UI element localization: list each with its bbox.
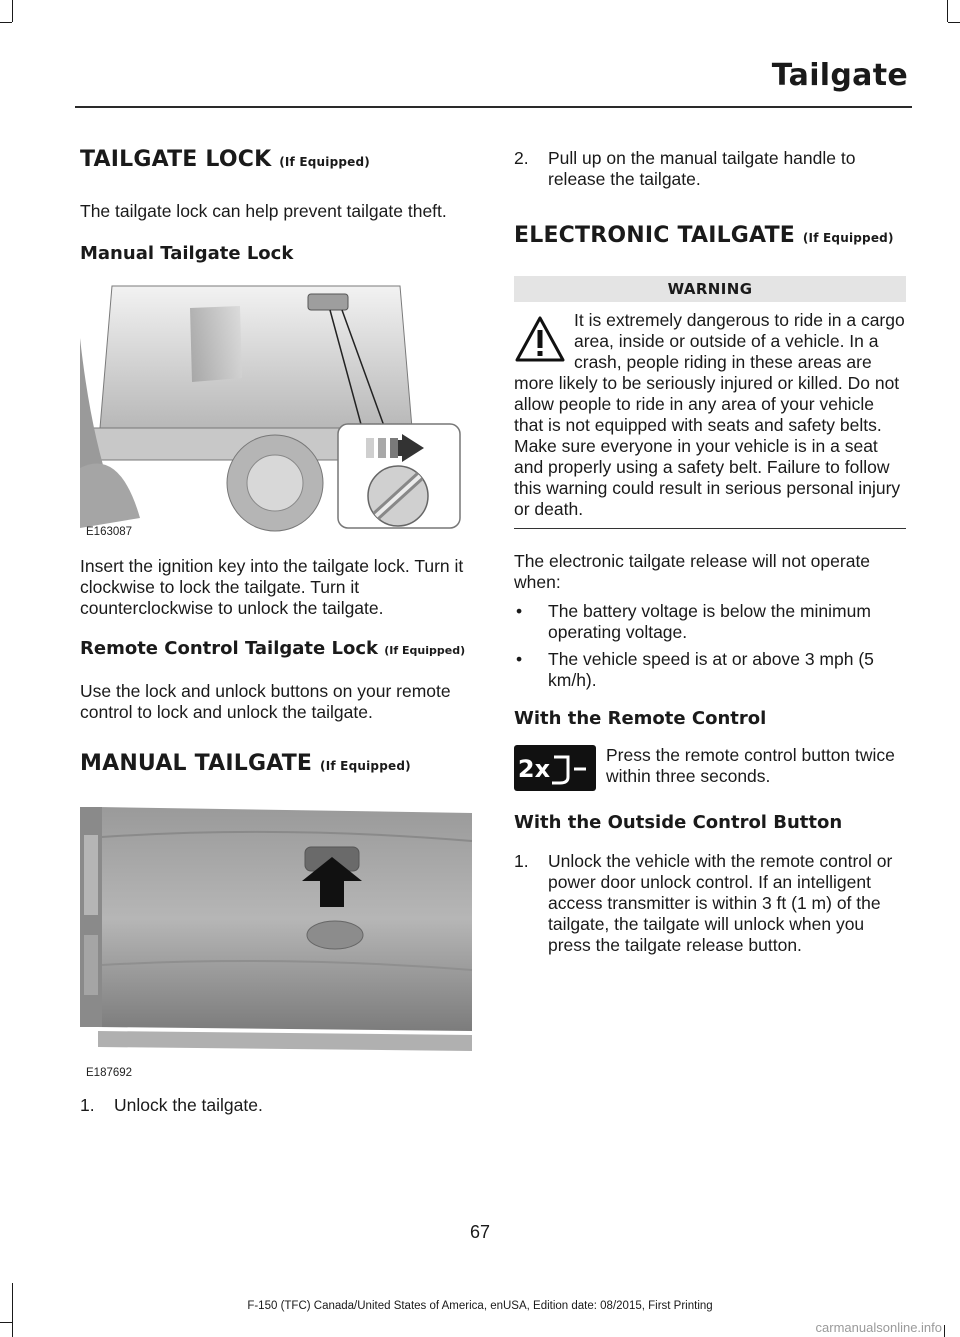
remote-control-heading: With the Remote Control [514, 708, 767, 729]
remote-control-block [514, 745, 906, 795]
crop-mark [947, 0, 948, 22]
manual-tailgate-heading [80, 749, 472, 781]
tailgate-lock-qualifier: (If Equipped) [279, 155, 370, 169]
bullet-glyph: • [516, 601, 523, 621]
tailgate-handle-illustration [80, 795, 472, 1081]
list-item [514, 649, 906, 691]
warning-body [514, 310, 906, 520]
remote-lock-title: Remote Control Tailgate Lock [80, 638, 378, 659]
remote-tailgate-button-icon [514, 745, 596, 791]
page-title: Tailgate [771, 58, 908, 93]
manual-tailgate-figure [80, 795, 472, 1081]
warning-text: It is extremely dangerous to ride in a cargo area, inside or outside of a vehicle. In a crash, people riding in these areas are more likely to be seriously injured or killed. Do not allow people to ride in any area of your vehicle that is not equipped with seats and safety belts. Make sure everyone in your vehicle is in a seat and properly using a safety belt. Failure to follow this warning could result in serious personal injury or death. [514, 310, 905, 519]
crop-mark [944, 1325, 945, 1337]
right-column [514, 145, 906, 956]
left-column [80, 145, 472, 1116]
remote-control-text: Press the remote control button twice within three seconds. [606, 745, 895, 786]
page-number: 67 [469, 1222, 491, 1242]
warning-label: WARNING [514, 276, 906, 302]
warning-box [514, 276, 906, 529]
step-text: Unlock the tailgate. [114, 1095, 263, 1115]
electronic-tailgate-title: ELECTRONIC TAILGATE [514, 223, 796, 248]
bullet-glyph: • [516, 649, 523, 669]
release-intro: The electronic tailgate release will not operate when: [514, 551, 871, 592]
edition-line: F-150 (TFC) Canada/United States of America, enUSA, Edition date: 08/2015, First Printing [247, 1300, 713, 1312]
step-number: 1. [80, 1095, 95, 1115]
crop-mark [948, 22, 960, 23]
list-item [514, 601, 906, 643]
warning-triangle-icon [514, 314, 566, 366]
outside-button-step-1 [514, 851, 906, 956]
manual-tailgate-step-2 [514, 148, 906, 190]
tailgate-lock-illustration [80, 278, 472, 540]
remote-button-text: 2x [517, 755, 551, 783]
manual-tailgate-qualifier: (If Equipped) [320, 759, 411, 773]
step-number: 2. [514, 148, 529, 168]
warning-rule [514, 528, 906, 529]
manual-lock-heading: Manual Tailgate Lock [80, 243, 294, 264]
manual-lock-text: Insert the ignition key into the tailgate lock. Turn it clockwise to lock the tailgate. Turn it counterclockwise to unlock the tailgate. [80, 556, 464, 618]
step-text: Unlock the vehicle with the remote control or power door unlock control. If an intelligent access transmitter is within 3 ft (1 m) of the tailgate, the tailgate will unlock when you press the tailgate release button. [548, 851, 893, 955]
tailgate-lock-title: TAILGATE LOCK [80, 147, 272, 172]
electronic-tailgate-qualifier: (If Equipped) [802, 231, 894, 245]
step-text: Pull up on the manual tailgate handle to release the tailgate. [548, 148, 856, 189]
crop-mark [0, 22, 12, 23]
tailgate-lock-intro: The tailgate lock can help prevent tailgate theft. [80, 201, 447, 221]
step-number: 1. [514, 851, 529, 871]
manual-tailgate-title: MANUAL TAILGATE [80, 751, 313, 776]
bullet-text: The vehicle speed is at or above 3 mph (5 km/h). [548, 649, 874, 690]
manual-lock-figure [80, 278, 472, 540]
remote-lock-text: Use the lock and unlock buttons on your remote control to lock and unlock the tailgate. [80, 681, 451, 722]
watermark: carmanualsonline.info [815, 1320, 942, 1335]
tailgate-lock-heading [80, 145, 472, 177]
bullet-text: The battery voltage is below the minimum operating voltage. [548, 601, 871, 642]
figure-id: E163087 [86, 526, 133, 538]
crop-mark [0, 1322, 12, 1323]
electronic-tailgate-heading [514, 218, 906, 256]
figure-id: E187692 [86, 1067, 133, 1079]
outside-button-heading: With the Outside Control Button [514, 812, 843, 833]
remote-lock-qualifier: (If Equipped) [384, 644, 466, 657]
crop-mark [12, 0, 13, 22]
remote-lock-heading [80, 635, 472, 665]
header-rule [75, 106, 912, 108]
manual-tailgate-step-1 [80, 1095, 472, 1116]
